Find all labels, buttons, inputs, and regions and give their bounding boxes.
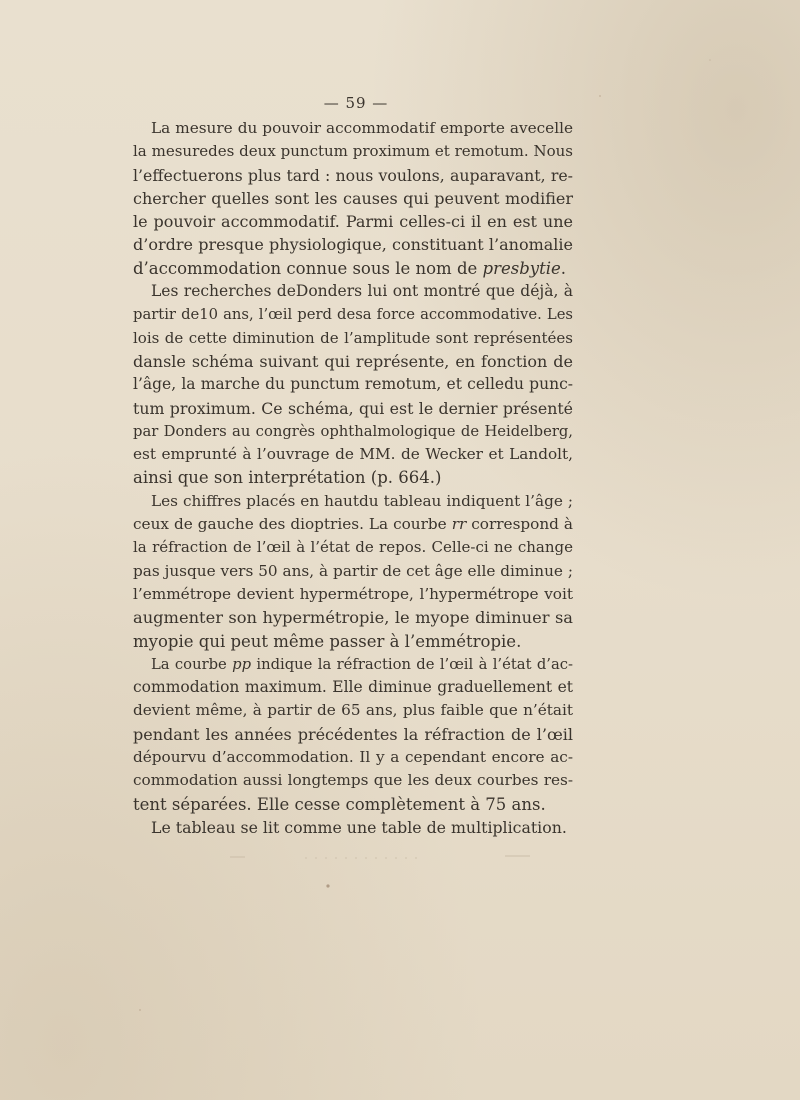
text-line-content: Les recherches deDonders lui ont montré que déjà, à [151,282,573,301]
text-line-content: devient même, à partir de 65 ans, plus faible que n’était [133,701,573,720]
text-line [133,187,573,210]
italic-term: pp [232,655,252,673]
text-line-content: tent séparées. Elle cesse complètement à 75 ans. [133,794,546,814]
text-line-content: tum proximum. Ce schéma, qui est le dernier présenté [133,398,573,418]
text-line [133,536,573,559]
text-line [133,350,573,373]
paper-speck [326,884,329,887]
text-line-content: dansle schéma suivant qui représente, en fonction de [133,351,573,371]
italic-term: presbytie [482,258,561,278]
text-line [133,257,573,280]
paper-speck [139,1009,141,1011]
text-line-content: partir de10 ans, l’œil perd desa force accommodative. Les [133,306,573,324]
text-line [133,699,573,722]
text-line-content: par Donders au congrès ophthalmologique de Heidelberg, [133,422,573,440]
text-line-content: l’âge, la marche du punctum remotum, et celledu punc- [133,375,573,394]
paper-speck [709,59,711,61]
page-number: — 59 — [323,94,389,112]
text-line-content: l’emmétrope devient hypermétrope, l’hypermétrope voit [133,584,573,603]
text-line-content: lois de cette diminution de l’amplitude sont représentées [133,328,573,347]
text-line [133,653,573,676]
text-line-continuation: indique la réfraction de l’œil à l’état d’ac- [251,655,573,673]
text-line-continuation: . [560,258,567,278]
text-line [133,233,573,256]
text-line [133,164,573,187]
text-line-content: augmenter son hypermétropie, le myope diminuer sa [133,608,573,628]
text-line [133,397,573,420]
text-line [133,466,573,489]
text-line [133,327,573,350]
text-line-content: dépourvu d’accommodation. Il y a cependant encore ac- [133,748,573,767]
text-line-content: ainsi que son interprétation (p. 664.) [133,468,442,488]
body-text [133,117,573,839]
text-line [133,140,573,163]
text-line-content: la mesuredes deux punctum proximum et remotum. Nous [133,142,573,161]
text-line [133,816,573,839]
text-line [133,117,573,140]
text-line-continuation: correspond à [466,515,573,534]
text-line-content: ceux de gauche des dioptries. La courbe [133,515,452,534]
text-line-content: chercher quelles sont les causes qui peuvent modifier [133,188,573,208]
text-line-content: Le tableau se lit comme une table de multiplication. [151,817,567,837]
text-line-content: d’ordre presque physiologique, constituant l’anomalie [133,235,573,255]
text-line [133,769,573,792]
text-line-content: la réfraction de l’œil à l’état de repos. Celle-ci ne change [133,538,573,557]
text-line [133,793,573,816]
text-line-content: l’effectuerons plus tard : nous voulons, auparavant, re- [133,165,573,185]
text-line [133,560,573,583]
text-line [133,420,573,443]
text-line-content: pendant les années précédentes la réfraction de l’œil [133,724,573,744]
text-line [133,723,573,746]
text-line [133,490,573,513]
text-line-content: est emprunté à l’ouvrage de MM. de Wecker et Landolt, [133,445,573,464]
text-line-content: Les chiffres placés en hautdu tableau indiquent l’âge ; [151,491,573,510]
text-line-content: commodation maximum. Elle diminue graduellement et [133,678,573,697]
text-line [133,583,573,606]
text-line-content: La courbe [151,655,233,673]
text-line [133,606,573,629]
text-line [133,513,573,536]
text-line [133,630,573,653]
text-line [133,210,573,233]
text-line [133,280,573,303]
text-line-content: La mesure du pouvoir accommodatif emporte avecelle [151,119,573,137]
text-line [133,676,573,699]
text-line [133,746,573,769]
text-line [133,373,573,396]
text-line-content: d’accommodation connue sous le nom de [133,258,483,278]
text-line [133,443,573,466]
italic-term: rr [451,515,467,534]
text-line-content: commodation aussi longtemps que les deux courbes res- [133,771,573,790]
text-line-content: pas jusque vers 50 ans, à partir de cet âge elle diminue ; [133,561,573,580]
text-line-content: myopie qui peut même passer à l’emmétropie. [133,631,522,651]
text-line-content: le pouvoir accommodatif. Parmi celles-ci il en est une [133,212,573,232]
text-line [133,303,573,326]
